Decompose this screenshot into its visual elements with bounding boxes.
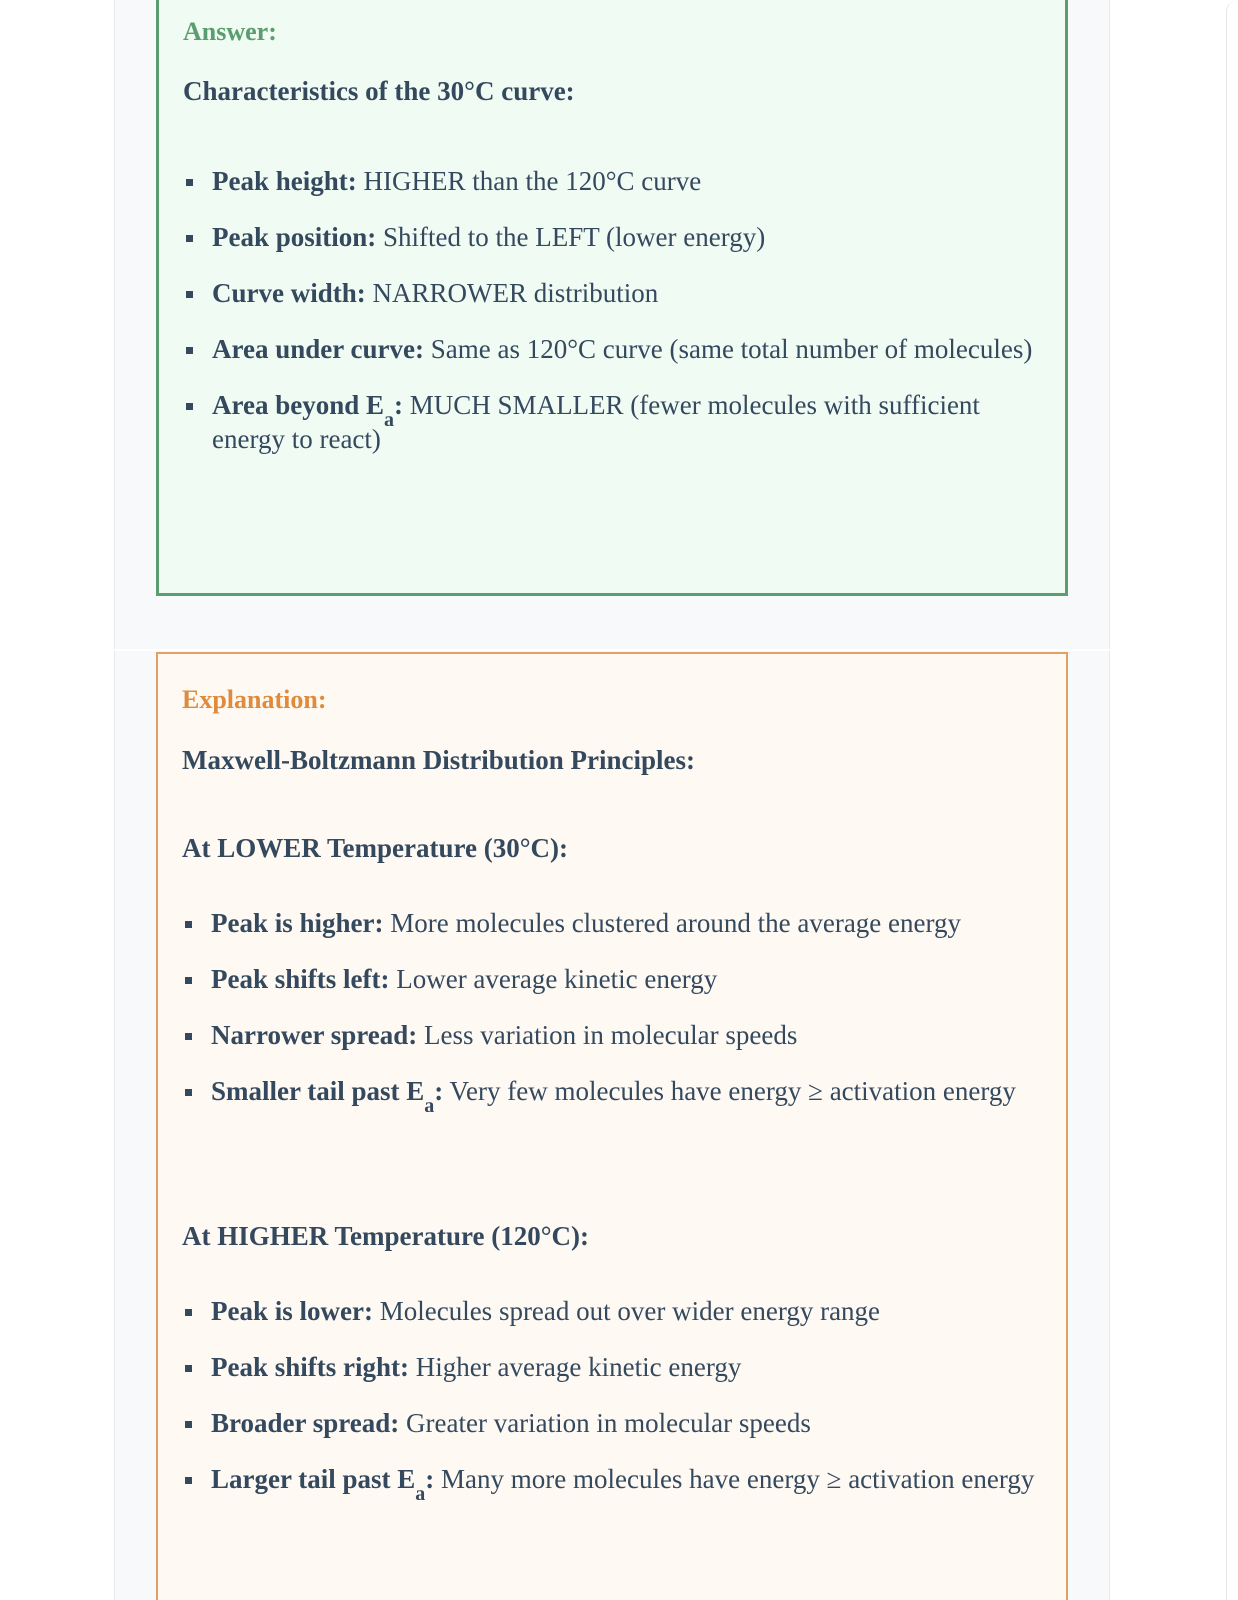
bullet-square-icon — [185, 1365, 192, 1372]
bullet-square-icon — [186, 179, 193, 186]
bullet-square-icon — [186, 291, 193, 298]
item-label: Smaller tail past E — [211, 1076, 425, 1106]
bullet-square-icon — [185, 1033, 192, 1040]
list-item — [182, 1289, 1042, 1334]
item-text: Very few molecules have energy ≥ activation energy — [443, 1076, 1016, 1106]
item-label: Peak shifts right: — [211, 1352, 409, 1382]
item-label: Narrower spread: — [211, 1020, 418, 1050]
list-item — [182, 1457, 1042, 1505]
item-label: Curve width: — [212, 278, 366, 308]
item-label: Area under curve: — [212, 334, 424, 364]
item-text: NARROWER distribution — [365, 278, 659, 308]
list-item — [183, 383, 1043, 456]
answer-box — [156, 0, 1068, 596]
item-text: Same as 120°C curve (same total number of molecules) — [423, 334, 1033, 364]
lower-temp-list — [182, 901, 1042, 1117]
list-item — [183, 327, 1043, 372]
item-label-end: : — [434, 1076, 444, 1106]
list-item — [182, 1401, 1042, 1446]
item-label: Area beyond E — [212, 390, 385, 420]
item-text: Lower average kinetic energy — [389, 964, 718, 994]
item-text: Higher average kinetic energy — [409, 1352, 742, 1382]
lower-temp-heading: At LOWER Temperature (30°C): — [182, 833, 569, 863]
item-text: MUCH SMALLER (fewer molecules with sufficient energy to react) — [212, 390, 980, 454]
bullet-square-icon — [185, 1477, 192, 1484]
list-item — [182, 901, 1042, 946]
higher-temp-heading: At HIGHER Temperature (120°C): — [182, 1221, 590, 1251]
list-item — [183, 215, 1043, 260]
item-text: Shifted to the LEFT (lower energy) — [376, 222, 766, 252]
list-item — [183, 159, 1043, 204]
item-label-end: : — [394, 390, 404, 420]
answer-heading: Characteristics of the 30°C curve: — [183, 76, 575, 106]
section-divider — [114, 649, 1110, 651]
item-text: Many more molecules have energy ≥ activation energy — [434, 1464, 1035, 1494]
bullet-square-icon — [186, 235, 193, 242]
item-label: Peak position: — [212, 222, 377, 252]
list-item — [182, 1345, 1042, 1390]
bullet-square-icon — [185, 1089, 192, 1096]
list-item — [182, 1069, 1042, 1117]
list-item — [183, 271, 1043, 316]
answer-list — [183, 159, 1043, 456]
bullet-square-icon — [185, 1309, 192, 1316]
bullet-square-icon — [185, 977, 192, 984]
answer-title: Answer: — [183, 17, 277, 46]
bullet-square-icon — [186, 403, 193, 410]
subscript: a — [415, 1483, 426, 1505]
explanation-heading: Maxwell-Boltzmann Distribution Principles: — [182, 745, 695, 775]
list-item — [182, 1013, 1042, 1058]
subscript: a — [384, 409, 395, 431]
item-text: Greater variation in molecular speeds — [399, 1408, 811, 1438]
item-text: Molecules spread out over wider energy range — [372, 1296, 881, 1326]
item-label-end: : — [425, 1464, 435, 1494]
list-item — [182, 957, 1042, 1002]
item-label: Peak is higher: — [211, 908, 384, 938]
bullet-square-icon — [185, 1421, 192, 1428]
item-label: Peak is lower: — [211, 1296, 373, 1326]
bullet-square-icon — [186, 347, 193, 354]
item-label: Broader spread: — [211, 1408, 400, 1438]
item-text: HIGHER than the 120°C curve — [356, 166, 702, 196]
bullet-square-icon — [185, 921, 192, 928]
explanation-box — [156, 652, 1068, 1600]
item-text: More molecules clustered around the average energy — [383, 908, 962, 938]
item-label: Peak shifts left: — [211, 964, 390, 994]
subscript: a — [424, 1095, 435, 1117]
item-label: Larger tail past E — [211, 1464, 416, 1494]
item-text: Less variation in molecular speeds — [417, 1020, 798, 1050]
higher-temp-list — [182, 1289, 1042, 1505]
explanation-title: Explanation: — [182, 685, 327, 714]
item-label: Peak height: — [212, 166, 357, 196]
scrollbar-track[interactable] — [1226, 0, 1238, 1600]
